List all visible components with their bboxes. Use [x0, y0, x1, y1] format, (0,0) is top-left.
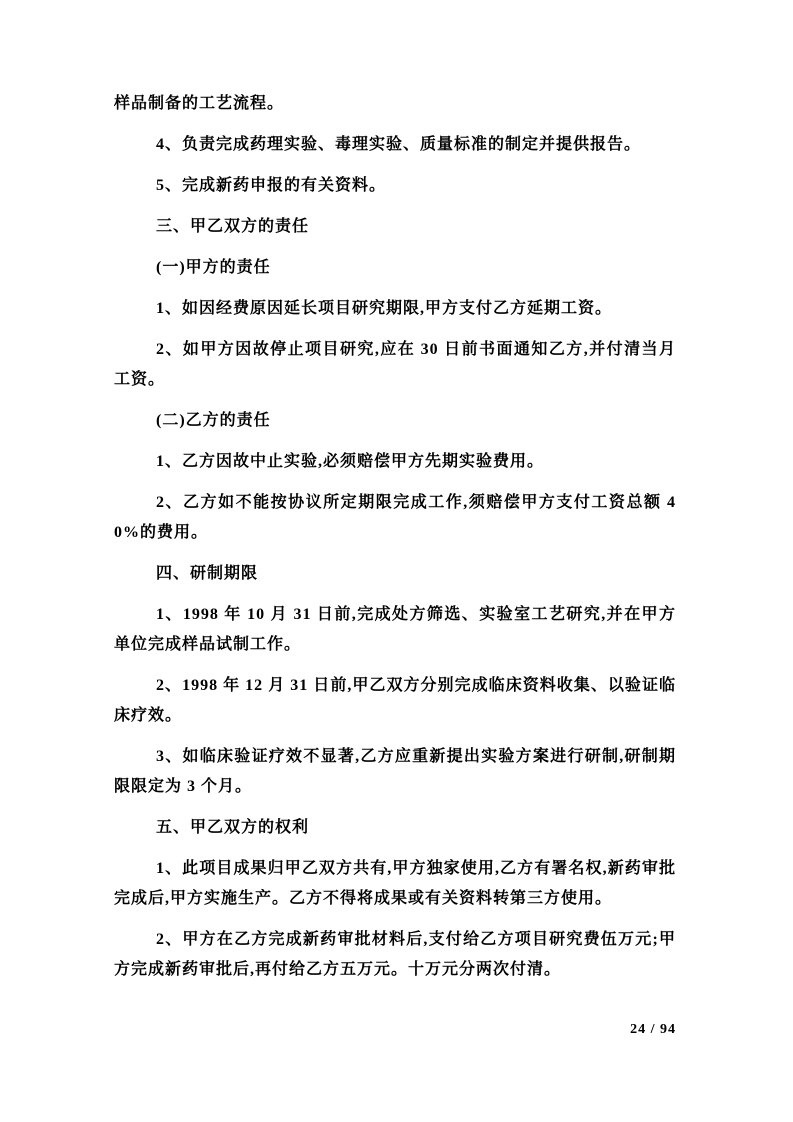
paragraph: 1、乙方因故中止实验,必须赔偿甲方先期实验费用。: [156, 453, 545, 470]
paragraph: (二)乙方的责任: [156, 412, 271, 429]
paragraph: 2、1998 年 12 月 31 日前,甲乙双方分别完成临床资料收集、以验证临床疗效。: [114, 677, 676, 724]
paragraph: 四、研制期限: [156, 565, 259, 582]
page-number: 24 / 94: [630, 1022, 676, 1037]
paragraph: (一)甲方的责任: [156, 259, 271, 276]
document-body: [114, 89, 676, 996]
paragraph: 三、甲乙双方的责任: [156, 218, 310, 235]
paragraph: 五、甲乙双方的权利: [156, 819, 310, 836]
paragraph: 4、负责完成药理实验、毒理实验、质量标准的制定并提供报告。: [156, 136, 642, 153]
paragraph: 2、甲方在乙方完成新药审批材料后,支付给乙方项目研究费伍万元;甲方完成新药审批后,再付给乙方五万元。十万元分两次付清。: [114, 931, 676, 978]
paragraph: 1、此项目成果归甲乙双方共有,甲方独家使用,乙方有署名权,新药审批完成后,甲方实施生产。乙方不得将成果或有关资料转第三方使用。: [114, 860, 676, 907]
page-footer: [114, 1020, 676, 1038]
paragraph: 5、完成新药申报的有关资料。: [156, 177, 387, 194]
paragraph: 1、1998 年 10 月 31 日前,完成处方筛选、实验室工艺研究,并在甲方单位完成样品试制工作。: [114, 606, 676, 653]
paragraph: 1、如因经费原因延长项目研究期限,甲方支付乙方延期工资。: [156, 300, 613, 317]
paragraph: 3、如临床验证疗效不显著,乙方应重新提出实验方案进行研制,研制期限限定为 3 个月。: [114, 748, 676, 795]
paragraph: 2、乙方如不能按协议所定期限完成工作,须赔偿甲方支付工资总额 40%的费用。: [114, 494, 676, 541]
paragraph: 样品制备的工艺流程。: [114, 95, 285, 112]
paragraph: 2、如甲方因故停止项目研究,应在 30 日前书面通知乙方,并付清当月工资。: [114, 341, 676, 388]
